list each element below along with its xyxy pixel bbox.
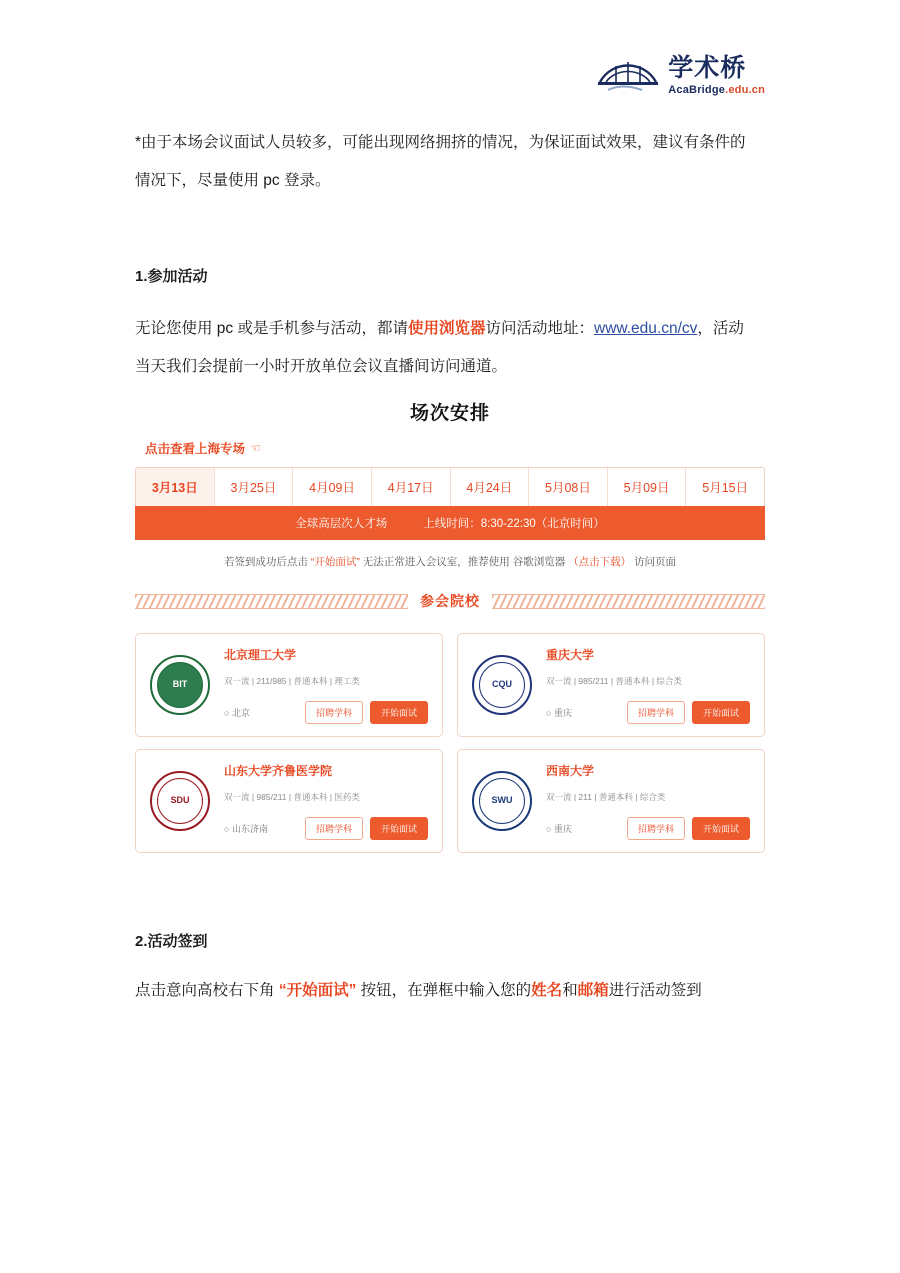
school-card-body bbox=[224, 646, 428, 724]
school-card-footer bbox=[224, 817, 428, 840]
school-card[interactable] bbox=[135, 633, 443, 737]
school-tags: 双一流 | 985/211 | 普通本科 | 医药类 bbox=[224, 792, 360, 802]
tab-date-2[interactable]: 4月09日 bbox=[293, 468, 372, 506]
brand-name-cn: 学术桥 bbox=[668, 54, 747, 82]
browser-highlight: 使用浏览器 bbox=[407, 320, 486, 337]
note-browser: 谷歌浏览器 bbox=[512, 556, 566, 568]
divider-label: 参会院校 bbox=[420, 593, 480, 609]
tab-date-5[interactable]: 5月08日 bbox=[529, 468, 608, 506]
shanghai-session-link[interactable] bbox=[145, 439, 765, 457]
section-1-line-2: 当天我们会提前一小时开放单位会议直播间访问通道。 bbox=[135, 358, 508, 375]
intro-paragraph bbox=[135, 124, 765, 200]
brand-name-en: AcaBridge.edu.cn bbox=[668, 84, 765, 96]
note-quote: “开始面试” bbox=[310, 556, 360, 568]
tab-date-7[interactable]: 5月15日 bbox=[686, 468, 764, 506]
tab-date-3[interactable]: 4月17日 bbox=[372, 468, 451, 506]
chrome-download-link[interactable]: （点击下载） bbox=[568, 556, 632, 568]
schedule-widget bbox=[135, 398, 765, 853]
school-crest-text: SWU bbox=[479, 778, 525, 824]
school-crest-icon bbox=[472, 655, 532, 715]
start-interview-button[interactable]: 开始面试 bbox=[370, 817, 428, 840]
session-banner-time: 上线时间：8:30-22:30（北京时间） bbox=[423, 518, 605, 530]
school-card-actions bbox=[627, 701, 750, 724]
tab-date-0[interactable]: 3月13日 bbox=[136, 468, 215, 506]
school-tags: 双一流 | 211 | 普通本科 | 综合类 bbox=[546, 792, 666, 802]
recruiting-subjects-button[interactable]: 招聘学科 bbox=[627, 701, 685, 724]
session-banner-title: 全球高层次人才场 bbox=[295, 518, 388, 530]
school-card-footer bbox=[546, 817, 750, 840]
school-location: ○ 重庆 bbox=[546, 824, 572, 834]
school-card-footer bbox=[546, 701, 750, 724]
name-keyword: 姓名 bbox=[531, 982, 563, 999]
brand-wordmark bbox=[668, 56, 765, 96]
note-pre: 若签到成功后点击 bbox=[223, 556, 308, 568]
recruiting-subjects-button[interactable]: 招聘学科 bbox=[627, 817, 685, 840]
section-2-paragraph bbox=[135, 972, 775, 1010]
divider-hatch-left bbox=[135, 594, 408, 609]
school-card-actions bbox=[305, 817, 428, 840]
school-location: ○ 北京 bbox=[224, 708, 250, 718]
browser-note bbox=[135, 554, 765, 569]
school-card[interactable] bbox=[457, 749, 765, 853]
activity-url-link[interactable]: www.edu.cn/cv bbox=[594, 320, 698, 337]
school-tags: 双一流 | 211/985 | 普通本科 | 理工类 bbox=[224, 676, 360, 686]
school-crest-icon bbox=[150, 655, 210, 715]
school-name: 山东大学齐鲁医学院 bbox=[224, 764, 333, 778]
section-2-text-a: 点击意向高校右下角 bbox=[135, 982, 275, 999]
recruiting-subjects-button[interactable]: 招聘学科 bbox=[305, 817, 363, 840]
school-crest-text: SDU bbox=[157, 778, 203, 824]
note-mid: 无法正常进入会议室，推荐使用 bbox=[362, 556, 510, 568]
brand-logo bbox=[596, 52, 765, 96]
school-card[interactable] bbox=[457, 633, 765, 737]
tab-date-1[interactable]: 3月25日 bbox=[215, 468, 294, 506]
school-location: ○ 重庆 bbox=[546, 708, 572, 718]
shanghai-link-label: 点击查看上海专场 bbox=[145, 442, 246, 456]
start-interview-button[interactable]: 开始面试 bbox=[370, 701, 428, 724]
section-2-heading: 2.活动签到 bbox=[135, 933, 208, 950]
bridge-icon bbox=[596, 52, 660, 96]
section-1-line-1 bbox=[135, 310, 770, 348]
school-card[interactable] bbox=[135, 749, 443, 853]
section-2-text-d: 进行活动签到 bbox=[608, 982, 702, 999]
school-crest-icon bbox=[150, 771, 210, 831]
pointing-hand-icon: ☜ bbox=[250, 441, 261, 455]
school-tags: 双一流 | 985/211 | 普通本科 | 综合类 bbox=[546, 676, 682, 686]
section-1-heading: 1.参加活动 bbox=[135, 268, 208, 285]
schedule-title: 场次安排 bbox=[409, 403, 490, 424]
school-card-grid bbox=[135, 633, 765, 853]
school-name: 西南大学 bbox=[546, 764, 595, 778]
recruiting-subjects-button[interactable]: 招聘学科 bbox=[305, 701, 363, 724]
section-2-quote: “开始面试” bbox=[278, 982, 357, 999]
school-card-actions bbox=[305, 701, 428, 724]
school-card-footer bbox=[224, 701, 428, 724]
school-crest-icon bbox=[472, 771, 532, 831]
school-name: 北京理工大学 bbox=[224, 648, 297, 662]
note-end: 访问页面 bbox=[634, 556, 677, 568]
date-tabs bbox=[135, 467, 765, 506]
intro-line-2: 情况下，尽量使用 pc 登录。 bbox=[135, 172, 331, 189]
section-1-text-c: ，活动 bbox=[697, 320, 744, 337]
tab-date-6[interactable]: 5月09日 bbox=[608, 468, 687, 506]
school-name: 重庆大学 bbox=[546, 648, 595, 662]
school-card-body bbox=[546, 762, 750, 840]
participating-schools-divider bbox=[135, 591, 765, 611]
section-2-text-b: 按钮，在弹框中输入您的 bbox=[360, 982, 532, 999]
email-keyword: 邮箱 bbox=[577, 982, 609, 999]
school-card-actions bbox=[627, 817, 750, 840]
school-crest-text: BIT bbox=[157, 662, 203, 708]
school-crest-text: CQU bbox=[479, 662, 525, 708]
school-card-body bbox=[224, 762, 428, 840]
start-interview-button[interactable]: 开始面试 bbox=[692, 701, 750, 724]
school-location: ○ 山东济南 bbox=[224, 824, 268, 834]
section-1-paragraph bbox=[135, 310, 770, 386]
section-1-text-a: 无论您使用 pc 或是手机参与活动，都请 bbox=[135, 320, 408, 337]
tab-date-4[interactable]: 4月24日 bbox=[451, 468, 530, 506]
start-interview-button[interactable]: 开始面试 bbox=[692, 817, 750, 840]
intro-line-1: *由于本场会议面试人员较多，可能出现网络拥挤的情况，为保证面试效果，建议有条件的 bbox=[135, 134, 746, 151]
divider-hatch-right bbox=[492, 594, 765, 609]
school-card-body bbox=[546, 646, 750, 724]
section-2-text-c: 和 bbox=[562, 982, 578, 999]
session-banner bbox=[135, 506, 765, 540]
section-1-text-b: 访问活动地址： bbox=[485, 320, 595, 337]
